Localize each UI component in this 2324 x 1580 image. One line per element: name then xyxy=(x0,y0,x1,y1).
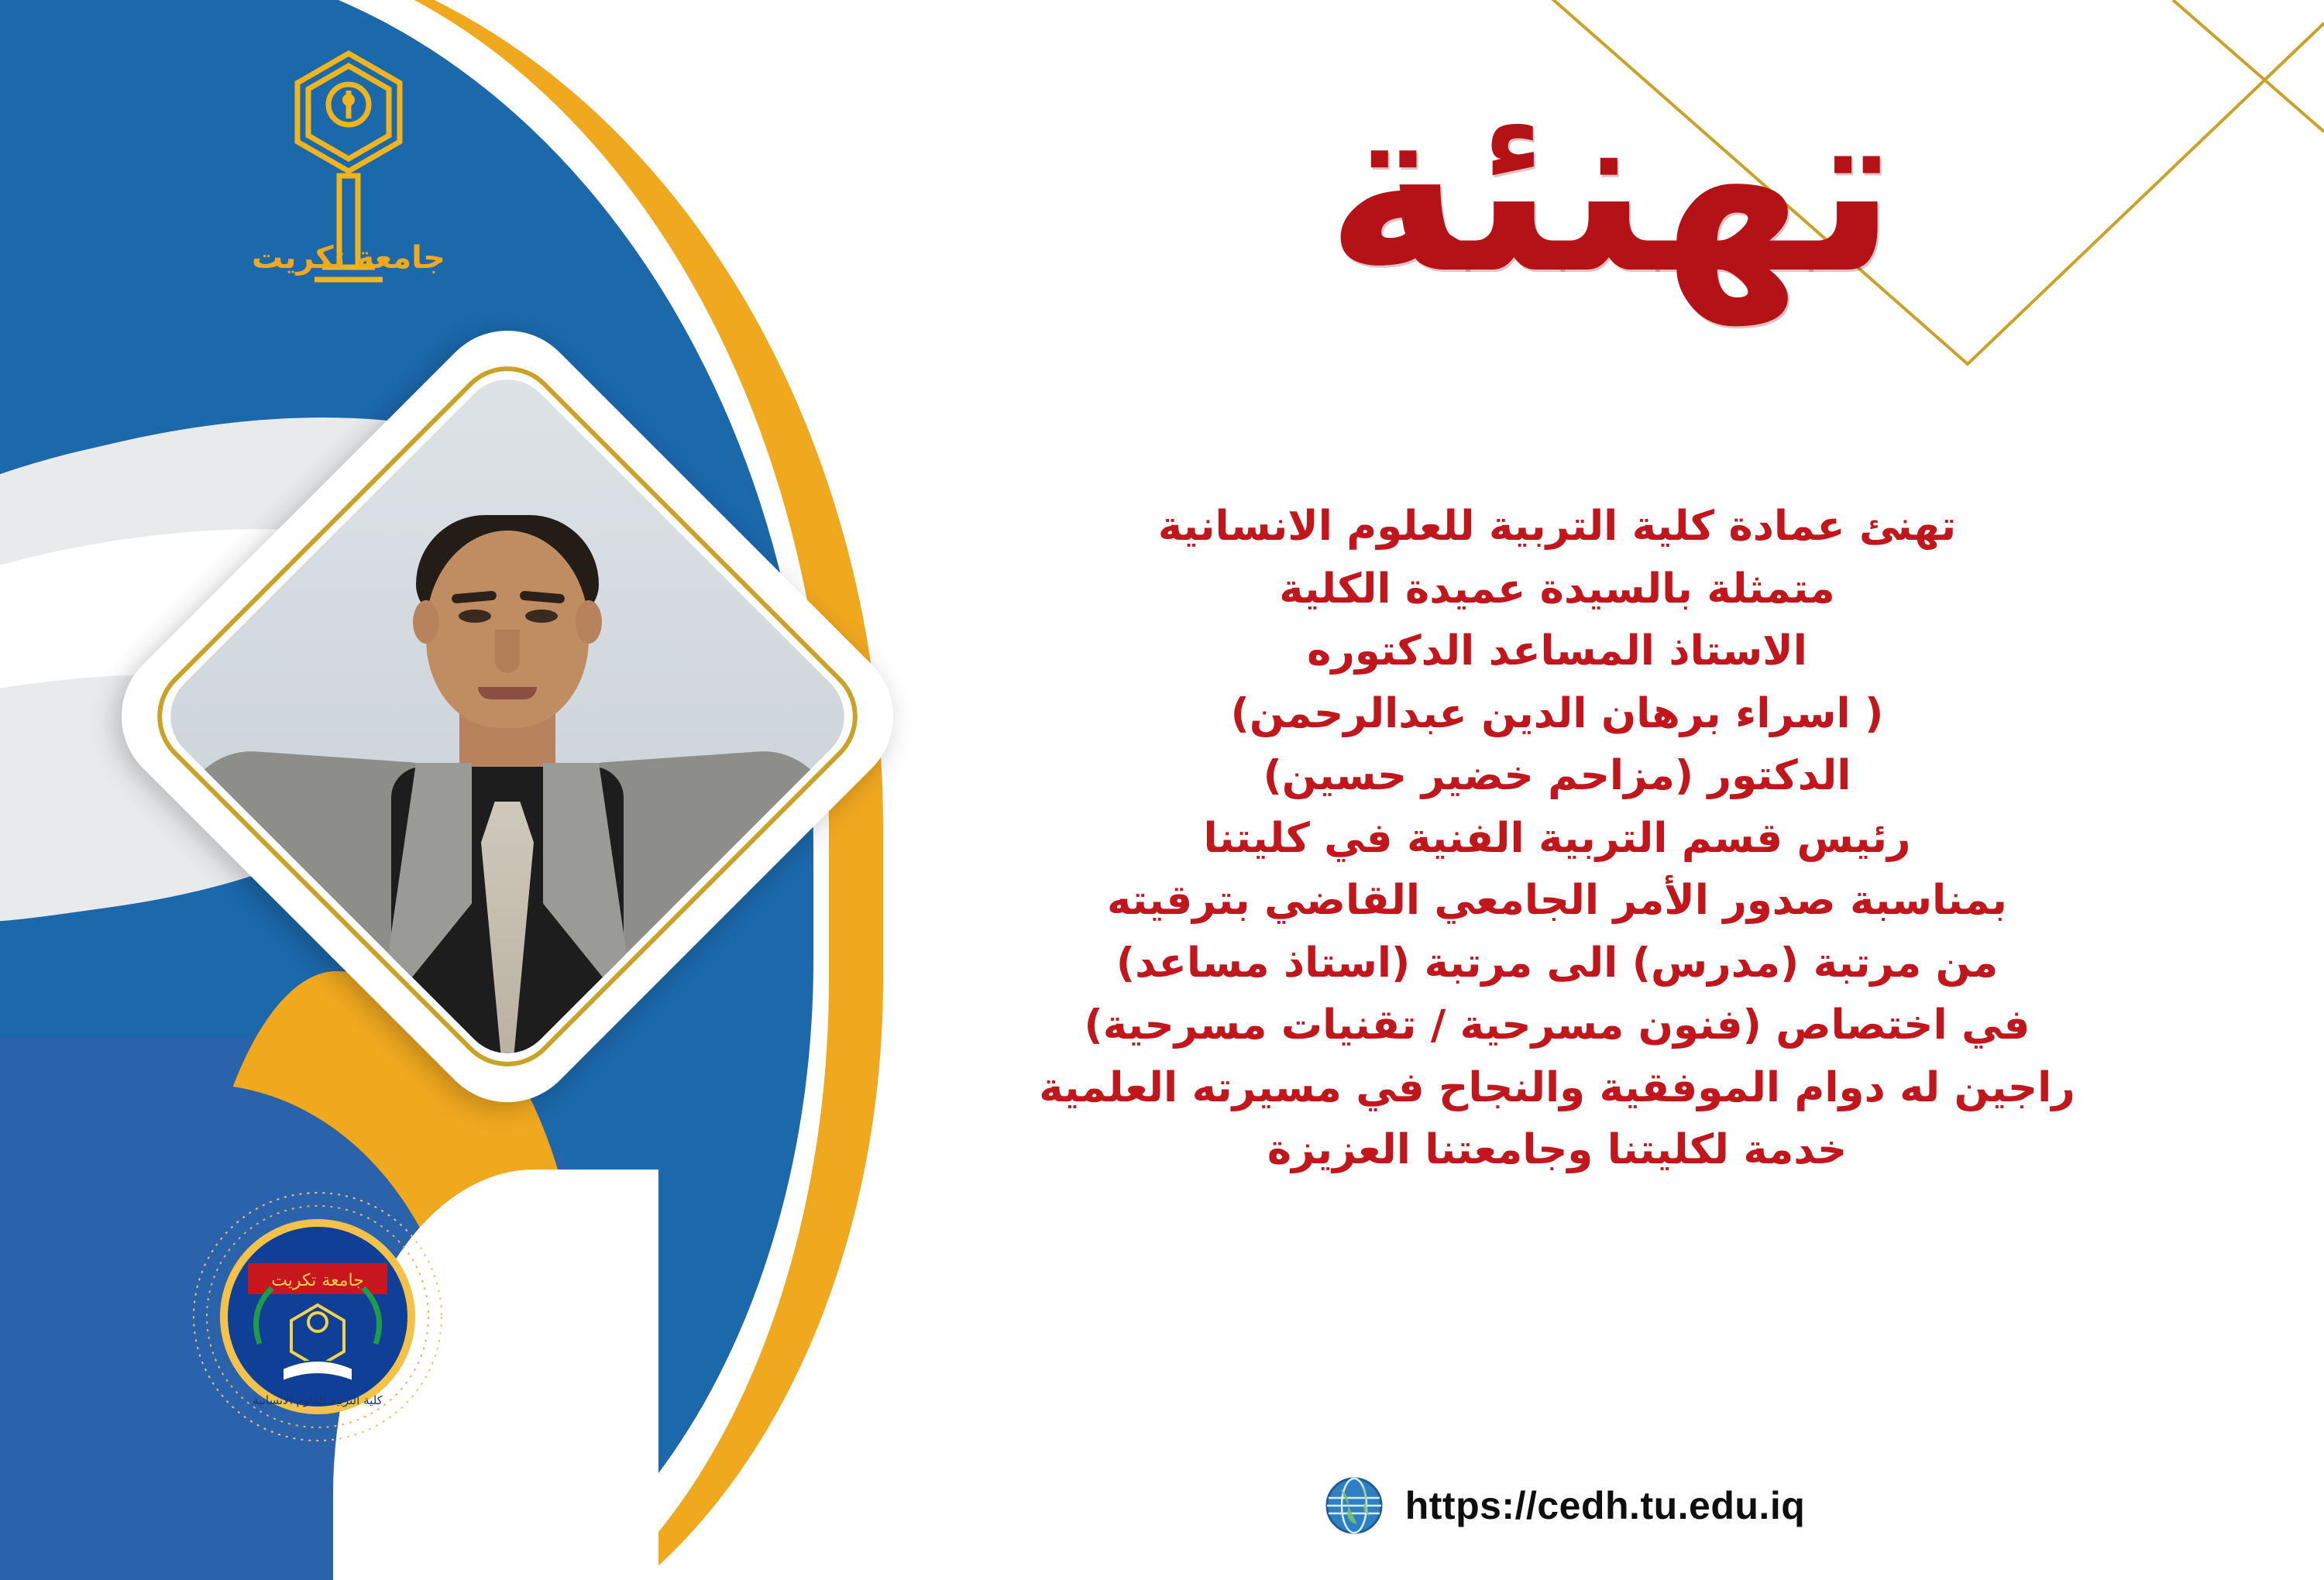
college-seal xyxy=(174,1189,461,1444)
page-title: تهنئة xyxy=(1325,54,1897,325)
body-line: راجين له دوام الموفقية والنجاح في مسيرته العلمية xyxy=(1039,1063,2075,1111)
avatar xyxy=(151,360,863,1072)
svg-text:كلية التربية للعلوم الانسانية: كلية التربية للعلوم الانسانية xyxy=(253,1393,383,1407)
svg-text:جامعة تكريت: جامعة تكريت xyxy=(271,1271,364,1290)
university-name-label: جامعة تكريت xyxy=(252,240,445,276)
body-line: الدكتور (مزاحم خضير حسين) xyxy=(1263,752,1851,800)
body-line: ( اسراء برهان الدين عبدالرحمن) xyxy=(1230,689,1884,737)
body-line: تهنئ عمادة كلية التربية للعلوم الانسانية xyxy=(1157,503,1957,550)
body-line: في اختصاص (فنون مسرحية / تقنيات مسرحية) xyxy=(1084,1001,2030,1049)
body-line: الاستاذ المساعد الدكتوره xyxy=(1307,627,1807,675)
portrait-frame xyxy=(128,422,972,1266)
footer-website[interactable] xyxy=(1270,1476,1859,1535)
body-line: خدمة لكليتنا وجامعتنا العزيزة xyxy=(1267,1126,1848,1174)
body-line: رئيس قسم التربية الفنية في كليتنا xyxy=(1203,814,1911,862)
congratulation-text xyxy=(930,496,2185,1182)
body-line: متمثلة بالسيدة عميدة الكلية xyxy=(1279,565,1835,613)
website-url[interactable]: https://cedh.tu.edu.iq xyxy=(1404,1484,1806,1527)
body-line: بمناسبة صدور الأمر الجامعي القاضي بترقيته xyxy=(1107,877,2007,925)
body-line: من مرتبة (مدرس) الى مرتبة (استاذ مساعد) xyxy=(1116,939,1999,987)
globe-icon xyxy=(1325,1476,1384,1535)
